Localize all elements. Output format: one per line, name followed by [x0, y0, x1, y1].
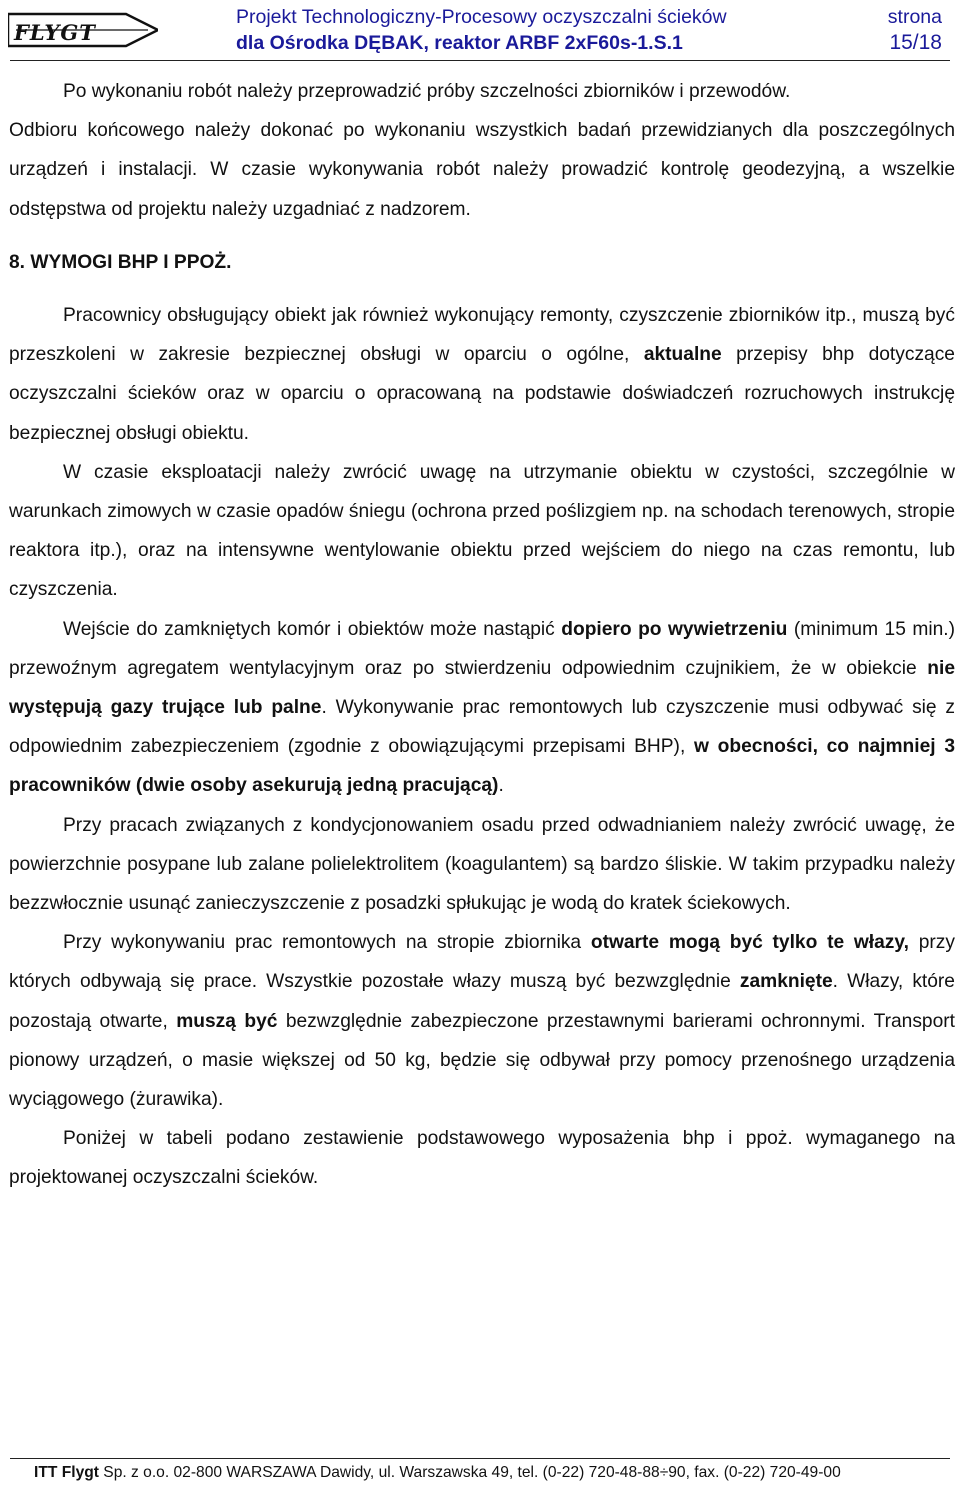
paragraph-tests: Po wykonaniu robót należy przeprowadzić próby szczelności zbiorników i przewodów. [63, 81, 791, 102]
logo-text: FLYGT [14, 20, 96, 45]
paragraph-sludge: Przy pracach związanych z kondycjonowaniem osadu przed odwadnianiem należy zwrócić uwagę, że powierzchnie posypane lub zalane polielektrolitem (koagulantem) są bardzo śliskie. W takim przypadku należy bezzwłocznie usunąć zanieczyszczenie z posadzki spłukując je wodą do kratek ściekowych. [9, 814, 955, 915]
footer-divider [10, 1458, 950, 1459]
paragraph-hatches: Przy wykonywaniu prac remontowych na stropie zbiornika otwarte mogą być tylko te włazy, przy których odbywają się prace. Wszystkie pozostałe włazy muszą być bezwzględnie zamknięte. Włazy, które pozostają otwarte, muszą być bezwzględnie zabezpieczone przestawnymi barierami ochronnymi. Transport pionowy urządzeń, o masie większej od 50 kg, będzie się odbywał przy pomocy przenośnego urządzenia wyciągowego (żurawika). [9, 932, 955, 1111]
title-line-2: dla Ośrodka DĘBAK, reaktor ARBF 2xF60s-1.S.1 [236, 32, 683, 54]
footer-address [34, 1463, 841, 1483]
section-heading: 8. WYMOGI BHP I PPOŻ. [9, 251, 232, 273]
paragraph-equipment: Poniżej w tabeli podano zestawienie podstawowego wyposażenia bhp i ppoż. wymaganego na projektowanej oczyszczalni ścieków. [9, 1128, 955, 1189]
header-divider [10, 60, 950, 61]
paragraph-training: Pracownicy obsługujący obiekt jak również wykonujący remonty, czyszczenie zbiorników itp., muszą być przeszkoleni w zakresie bezpiecznej obsługi w oparciu o ogólne, aktualne przepisy bhp dotyczące oczyszczalni ścieków oraz w oparciu o opracowaną na podstawie doświadczeń rozruchowych instrukcję bezpiecznej obsługi obiektu. [9, 305, 955, 444]
spacer [9, 229, 955, 243]
page-footer [0, 1455, 960, 1486]
document-body [9, 72, 955, 1198]
page-label: strona [887, 6, 942, 28]
page-number: 15/18 [889, 31, 942, 54]
footer-company: ITT Flygt [34, 1464, 99, 1481]
page-header [0, 0, 960, 62]
spacer [9, 282, 955, 296]
paragraph-operation: W czasie eksploatacji należy zwrócić uwagę na utrzymanie obiektu w czystości, szczególnie w warunkach zimowych w czasie opadów śniegu (ochrona przed poślizgiem np. na schodach terenowych, stropie reaktora itp.), oraz na intensywne wentylowanie obiektu przed wejściem do niego na czas remontu, lub czyszczenia. [9, 461, 955, 601]
page-indicator [832, 4, 942, 56]
flygt-logo [8, 6, 158, 54]
document-title [236, 4, 796, 56]
paragraph-chamber-entry: Wejście do zamkniętych komór i obiektów może nastąpić dopiero po wywietrzeniu (minimum 15 min.) przewoźnym agregatem wentylacyjnym oraz po stwierdzeniu odpowiednim czujnikiem, że w obiekcie nie występują gazy trujące lub palne. Wykonywanie prac remontowych lub czyszczenie musi odbywać się z odpowiednim zabezpieczeniem (zgodnie z obowiązującymi przepisami BHP), w obecności, co najmniej 3 pracowników (dwie osoby asekurują jedną pracującą). [9, 618, 956, 797]
footer-contact: Sp. z o.o. 02-800 WARSZAWA Dawidy, ul. Warszawska 49, tel. (0-22) 720-48-88÷90, fax. (0-22) 720-49-00 [98, 1464, 841, 1481]
title-line-1: Projekt Technologiczny-Procesowy oczyszczalni ścieków [236, 6, 727, 28]
paragraph-acceptance: Odbioru końcowego należy dokonać po wykonaniu wszystkich badań przewidzianych dla poszczególnych urządzeń i instalacji. W czasie wykonywania robót należy prowadzić kontrolę geodezyjną, a wszelkie odstępstwa od projektu należy uzgadniać z nadzorem. [9, 120, 955, 220]
